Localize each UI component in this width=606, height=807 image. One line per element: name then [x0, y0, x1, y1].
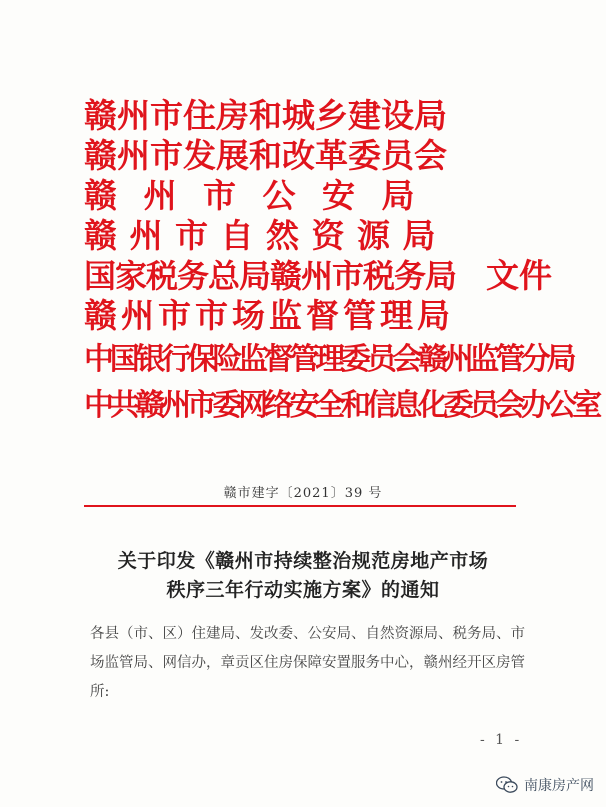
addressee-paragraph: 各县（市、区）住建局、发改委、公安局、自然资源局、税务局、市场监管局、网信办，章贡区住房保障安置服务中心，赣州经开区房管所: — [90, 626, 525, 700]
issuer-cyberspace-office: 中共赣州市委网络安全和信息化委员会办公室 — [84, 388, 598, 423]
watermark-text: 南康房产网 — [524, 778, 594, 794]
document-number: 赣市建字〔2021〕39 号 — [223, 486, 383, 501]
issuer-market-supervision-bureau: 赣州市市场监督管理局 — [84, 296, 454, 335]
issuer-development-commission: 赣州市发展和改革委员会 — [84, 136, 447, 175]
document-body — [90, 620, 530, 707]
source-watermark — [496, 775, 594, 795]
issuer-tax-bureau: 国家税务总局赣州市税务局 文件 — [84, 256, 552, 295]
wechat-icon — [496, 776, 518, 794]
issuer-public-security-bureau: 赣州市公安局 — [84, 176, 441, 215]
page-number: - 1 - — [480, 732, 523, 748]
document-suffix: 文件 — [486, 256, 552, 295]
issuer-housing-bureau: 赣州市住房和城乡建设局 — [84, 96, 447, 135]
issuer-natural-resources-bureau: 赣州市自然资源局 — [84, 216, 448, 255]
document-title-line-1: 关于印发《赣州市持续整治规范房地产市场 — [117, 550, 489, 572]
document-title-line-2: 秩序三年行动实施方案》的通知 — [166, 579, 440, 601]
red-separator-line — [84, 505, 516, 507]
issuer-banking-insurance-regulator: 中国银行保险监督管理委员会赣州监管分局 — [84, 342, 573, 377]
issuing-authorities — [84, 96, 598, 426]
